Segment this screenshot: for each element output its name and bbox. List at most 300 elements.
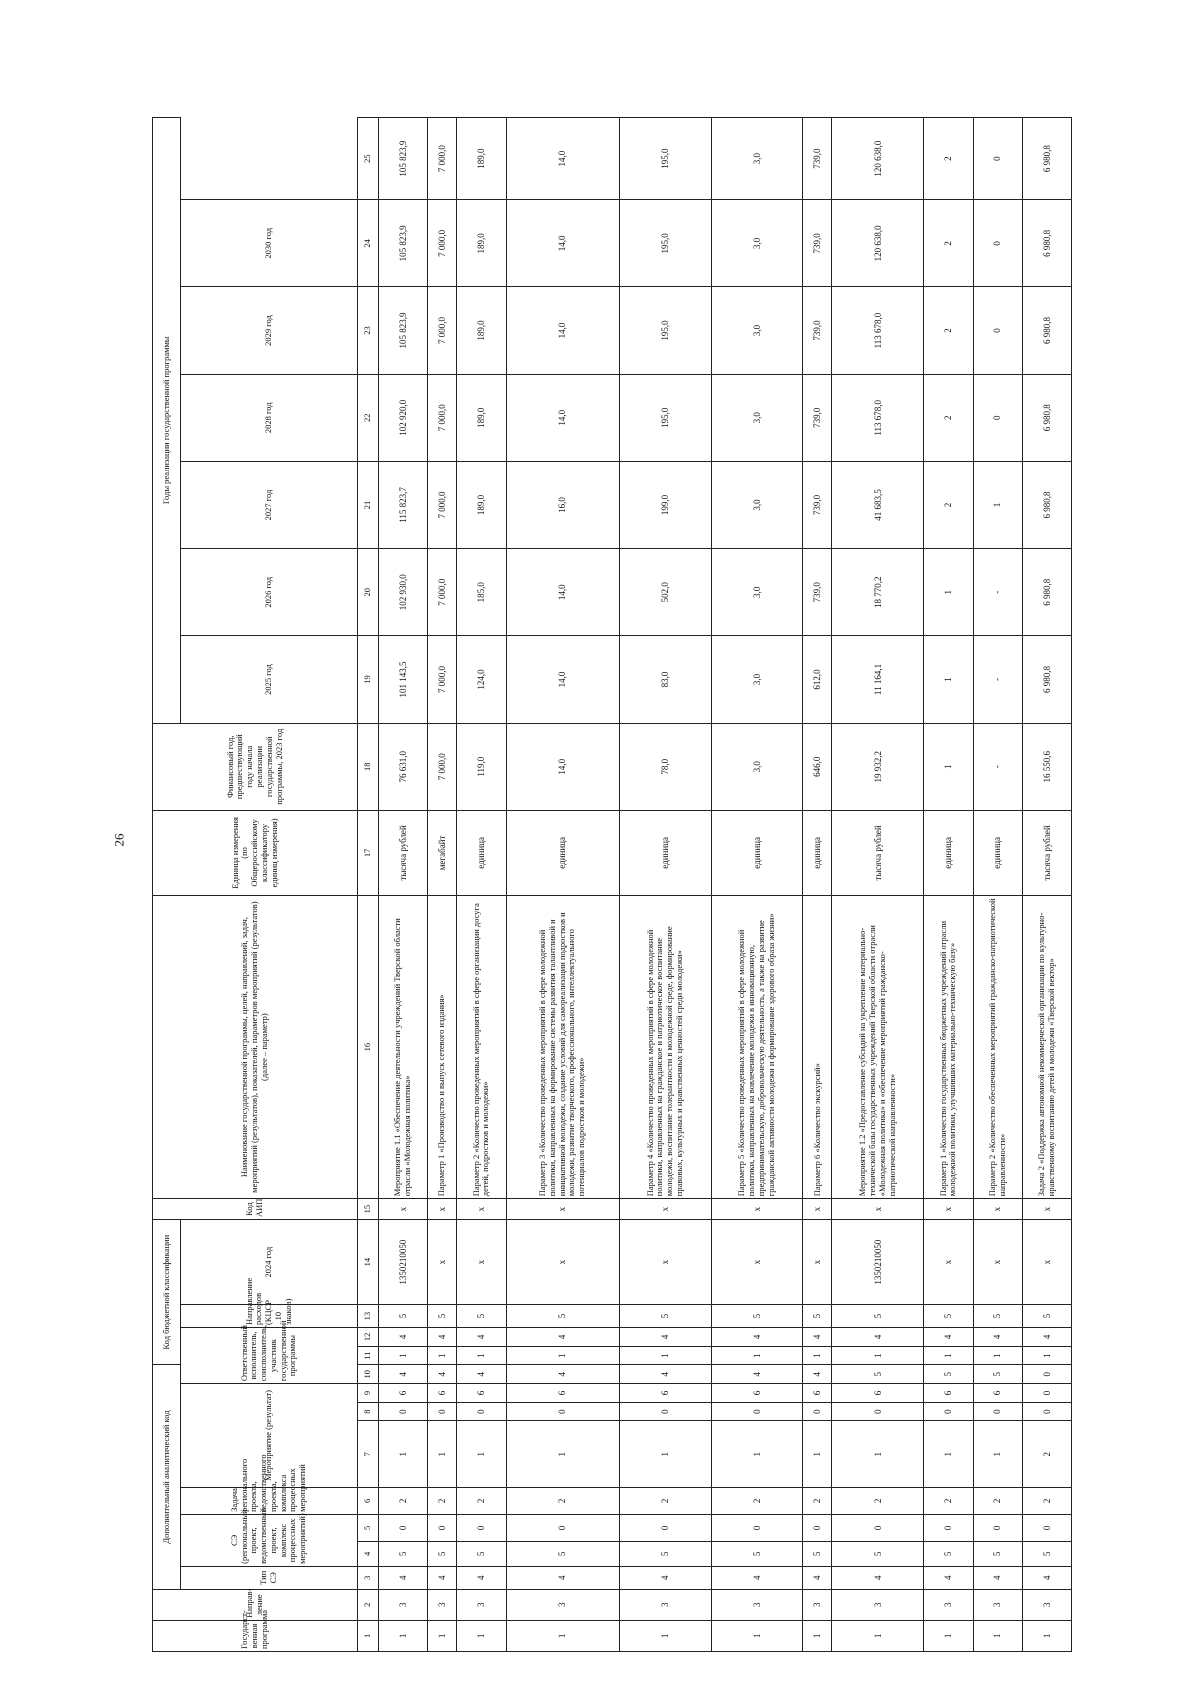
code-cell: 2 [428, 1487, 457, 1514]
code-cell: 3 [803, 1589, 832, 1620]
value-cell: 1 [924, 636, 973, 723]
code-cell: 4 [924, 1328, 973, 1347]
code-cell: 1 [803, 1620, 832, 1651]
code-cell: 5 [832, 1365, 924, 1384]
column-number-cell: 7 [358, 1421, 379, 1487]
value-cell: 6 980,8 [1022, 461, 1071, 548]
code-cell: 5 [1022, 1541, 1071, 1566]
code-cell: 2 [506, 1487, 619, 1514]
code-cell: 1 [1022, 1346, 1071, 1365]
header-year-2024: 2024 год [180, 1220, 357, 1305]
value-cell: - [973, 723, 1022, 810]
value-cell: 18 770,2 [832, 549, 924, 636]
header-unit: Единица измерения (по Общероссийскому классификатору единиц измерения) [153, 810, 358, 895]
header-year-2027: 2027 год [180, 461, 357, 548]
value-cell: 612,0 [803, 636, 832, 723]
kcsr-cell: х [973, 1220, 1022, 1305]
code-cell: 0 [1022, 1402, 1071, 1421]
column-number-cell: 23 [358, 287, 379, 374]
unit-cell: мегабайт [428, 810, 457, 895]
value-cell: 189,0 [457, 287, 506, 374]
code-cell: 6 [619, 1384, 711, 1403]
code-cell: 6 [428, 1384, 457, 1403]
column-number-cell: 6 [358, 1487, 379, 1514]
code-cell: 3 [973, 1589, 1022, 1620]
value-cell: 16 550,6 [1022, 723, 1071, 810]
column-number-cell: 4 [358, 1541, 379, 1566]
aip-cell: х [973, 1199, 1022, 1220]
code-cell: 0 [1022, 1365, 1071, 1384]
code-cell: 6 [924, 1384, 973, 1403]
aip-cell: х [1022, 1199, 1071, 1220]
code-cell: 5 [428, 1305, 457, 1328]
value-cell: 195,0 [619, 200, 711, 287]
name-cell: Параметр 6 «Количество экскурсий» [803, 895, 832, 1198]
value-cell: 101 143,5 [379, 636, 428, 723]
value-cell: 2 [924, 374, 973, 461]
code-cell: 0 [506, 1402, 619, 1421]
unit-cell: единица [619, 810, 711, 895]
header-expense-dir: Направление расходов (КЦСР 10 знаков) [180, 1305, 357, 1328]
value-cell: 7 000,0 [428, 118, 457, 200]
column-number-cell: 15 [358, 1199, 379, 1220]
unit-cell: единица [973, 810, 1022, 895]
header-responsible: Ответственный исполнитель, соисполнитель, участник государственной программы [180, 1328, 357, 1384]
value-cell: 7 000,0 [428, 636, 457, 723]
kcsr-cell: х [457, 1220, 506, 1305]
value-cell: 7 000,0 [428, 723, 457, 810]
code-cell: 5 [457, 1305, 506, 1328]
unit-cell: единица [506, 810, 619, 895]
table-row [457, 118, 506, 1652]
value-cell: 1 [973, 461, 1022, 548]
code-cell: 3 [619, 1589, 711, 1620]
code-cell: 4 [803, 1328, 832, 1347]
kcsr-cell: х [924, 1220, 973, 1305]
code-cell: 0 [457, 1402, 506, 1421]
column-number-cell: 8 [358, 1402, 379, 1421]
code-cell: 4 [506, 1328, 619, 1347]
code-cell: 0 [832, 1402, 924, 1421]
value-cell: 115 823,7 [379, 461, 428, 548]
value-cell: 199,0 [619, 461, 711, 548]
code-cell: 2 [803, 1487, 832, 1514]
code-cell: 5 [506, 1541, 619, 1566]
code-cell: 0 [379, 1514, 428, 1541]
value-cell: 3,0 [711, 636, 803, 723]
code-cell: 1 [832, 1620, 924, 1651]
aip-cell: х [506, 1199, 619, 1220]
value-cell: 41 683,5 [832, 461, 924, 548]
code-cell: 4 [973, 1566, 1022, 1589]
code-cell: 6 [973, 1384, 1022, 1403]
code-cell: 5 [711, 1305, 803, 1328]
value-cell: - [973, 636, 1022, 723]
value-cell: 1 [924, 723, 973, 810]
name-cell: Параметр 1 «Производство и выпуск сетевого издания» [428, 895, 457, 1198]
value-cell: 646,0 [803, 723, 832, 810]
aip-cell: х [379, 1199, 428, 1220]
code-cell: 2 [1022, 1421, 1071, 1487]
code-cell: 4 [619, 1328, 711, 1347]
value-cell: 3,0 [711, 723, 803, 810]
code-cell: 6 [457, 1384, 506, 1403]
header-type-se: Тип СЭ [180, 1566, 357, 1589]
header-direction: Направ-ление [153, 1589, 358, 1620]
header-aip: Код АИП [153, 1199, 358, 1220]
header-year-2025: 2025 год [180, 636, 357, 723]
value-cell: 189,0 [457, 461, 506, 548]
name-cell: Параметр 2 «Количество обеспеченных мероприятий гражданско-патриотической направленности» [973, 895, 1022, 1198]
code-cell: 4 [973, 1328, 1022, 1347]
code-cell: 3 [924, 1589, 973, 1620]
header-measure: Мероприятие (результат) [180, 1384, 357, 1488]
value-cell: 739,0 [803, 118, 832, 200]
code-cell: 3 [711, 1589, 803, 1620]
value-cell: 185,0 [457, 549, 506, 636]
column-number-cell: 16 [358, 895, 379, 1198]
value-cell: 14,0 [506, 118, 619, 200]
value-cell: 14,0 [506, 636, 619, 723]
column-number-cell: 3 [358, 1566, 379, 1589]
value-cell: 739,0 [803, 287, 832, 374]
code-cell: 1 [619, 1421, 711, 1487]
name-cell: Параметр 2 «Количество проведенных мероприятий в сфере организации досуга детей, подростков и молодежи» [457, 895, 506, 1198]
column-number-cell: 10 [358, 1365, 379, 1384]
code-cell: 4 [619, 1365, 711, 1384]
code-cell: 0 [428, 1402, 457, 1421]
column-number-cell: 13 [358, 1305, 379, 1328]
code-cell: 1 [973, 1346, 1022, 1365]
value-cell: 14,0 [506, 723, 619, 810]
value-cell: 3,0 [711, 287, 803, 374]
code-cell: 4 [506, 1566, 619, 1589]
unit-cell: тысяча рублей [1022, 810, 1071, 895]
value-cell: 120 638,0 [832, 118, 924, 200]
header-task: Задача регионального проекта, ведомственного проекта, комплекса процессных мероприятий [180, 1487, 357, 1514]
code-cell: 4 [379, 1328, 428, 1347]
column-number-cell: 19 [358, 636, 379, 723]
kcsr-cell: х [711, 1220, 803, 1305]
code-cell: 5 [803, 1305, 832, 1328]
value-cell: 76 631,0 [379, 723, 428, 810]
header-se: СЭ (региональный проект, ведомственный проект, комплекс процессных мероприятий) [180, 1514, 357, 1566]
aip-cell: х [924, 1199, 973, 1220]
code-cell: 0 [832, 1514, 924, 1541]
code-cell: 2 [711, 1487, 803, 1514]
code-cell: 0 [803, 1514, 832, 1541]
code-cell: 1 [803, 1346, 832, 1365]
value-cell: 102 930,0 [379, 549, 428, 636]
code-cell: 4 [506, 1365, 619, 1384]
value-cell: 0 [973, 200, 1022, 287]
code-cell: 1 [973, 1421, 1022, 1487]
value-cell: 105 823,9 [379, 200, 428, 287]
code-cell: 1 [711, 1421, 803, 1487]
value-cell: 0 [973, 118, 1022, 200]
code-cell: 5 [832, 1541, 924, 1566]
value-cell: 6 980,8 [1022, 287, 1071, 374]
code-cell: 2 [924, 1487, 973, 1514]
value-cell: 105 823,9 [379, 287, 428, 374]
code-cell: 4 [619, 1566, 711, 1589]
table-row [379, 118, 428, 1652]
aip-cell: х [428, 1199, 457, 1220]
code-cell: 4 [803, 1566, 832, 1589]
code-cell: 0 [711, 1402, 803, 1421]
value-cell: 2 [924, 287, 973, 374]
column-number-cell: 5 [358, 1514, 379, 1541]
code-cell: 5 [428, 1541, 457, 1566]
column-number-cell: 14 [358, 1220, 379, 1305]
code-cell: 4 [1022, 1328, 1071, 1347]
value-cell: 19 932,2 [832, 723, 924, 810]
header-fin-year: Финансовый год, предшествующий году начала реализации государственной программы, 2023 год [153, 723, 358, 810]
value-cell: 119,0 [457, 723, 506, 810]
code-cell: 5 [973, 1541, 1022, 1566]
code-cell: 1 [711, 1346, 803, 1365]
value-cell: 195,0 [619, 118, 711, 200]
code-cell: 5 [973, 1305, 1022, 1328]
value-cell: 739,0 [803, 374, 832, 461]
value-cell: 14,0 [506, 374, 619, 461]
code-cell: 1 [619, 1620, 711, 1651]
kcsr-cell: х [506, 1220, 619, 1305]
unit-cell: единица [803, 810, 832, 895]
name-cell: Параметр 5 «Количество проведенных мероприятий в сфере молодежной политики, направленных на вовлечение молодежи в инновационную, предпринимательскую, добровольческую деятельность, а также на развитие гражданской активности молодежи и формирование здорового образа жизни» [711, 895, 803, 1198]
value-cell: 3,0 [711, 374, 803, 461]
value-cell: 3,0 [711, 118, 803, 200]
page-number: 26 [111, 833, 127, 847]
column-number-cell: 18 [358, 723, 379, 810]
code-cell: 2 [832, 1487, 924, 1514]
code-cell: 1 [619, 1346, 711, 1365]
code-cell: 5 [973, 1365, 1022, 1384]
value-cell: 7 000,0 [428, 287, 457, 374]
code-cell: 5 [506, 1305, 619, 1328]
aip-cell: х [457, 1199, 506, 1220]
value-cell: 105 823,9 [379, 118, 428, 200]
value-cell: 3,0 [711, 200, 803, 287]
table-row [711, 118, 803, 1652]
value-cell: 0 [973, 374, 1022, 461]
code-cell: 4 [711, 1328, 803, 1347]
code-cell: 3 [832, 1589, 924, 1620]
header-years-title: Годы реализации государственной программы [153, 118, 181, 724]
value-cell: 83,0 [619, 636, 711, 723]
code-cell: 6 [832, 1384, 924, 1403]
code-cell: 5 [711, 1541, 803, 1566]
code-cell: 3 [506, 1589, 619, 1620]
value-cell: 739,0 [803, 549, 832, 636]
code-cell: 0 [457, 1514, 506, 1541]
header-row-1 [153, 118, 181, 1652]
code-cell: 2 [457, 1487, 506, 1514]
code-cell: 0 [924, 1402, 973, 1421]
code-cell: 5 [379, 1305, 428, 1328]
value-cell: 502,0 [619, 549, 711, 636]
header-budget-code: Код бюджетной классификации [153, 1220, 181, 1365]
code-cell: 0 [506, 1514, 619, 1541]
column-number-row [358, 118, 379, 1652]
code-cell: 0 [711, 1514, 803, 1541]
value-cell: 0 [973, 287, 1022, 374]
code-cell: 1 [457, 1620, 506, 1651]
name-cell: Мероприятие 1.1 «Обеспечение деятельности учреждений Тверской области отрасли «Молодежная политика» [379, 895, 428, 1198]
code-cell: 0 [428, 1514, 457, 1541]
value-cell: 7 000,0 [428, 549, 457, 636]
code-cell: 4 [428, 1328, 457, 1347]
code-cell: 0 [973, 1514, 1022, 1541]
code-cell: 1 [506, 1421, 619, 1487]
value-cell: 6 980,8 [1022, 549, 1071, 636]
value-cell: 3,0 [711, 461, 803, 548]
code-cell: 2 [1022, 1487, 1071, 1514]
code-cell: 5 [803, 1541, 832, 1566]
code-cell: 4 [379, 1566, 428, 1589]
value-cell: - [973, 549, 1022, 636]
table-body [153, 118, 1072, 1652]
code-cell: 1 [428, 1346, 457, 1365]
column-number-cell: 21 [358, 461, 379, 548]
value-cell: 6 980,8 [1022, 118, 1071, 200]
aip-cell: х [832, 1199, 924, 1220]
header-name: Наименование государственной программы, целей, направлений, задач, мероприятий (результатов), показателей, параметров мероприятий (результатов) (далее – параметр) [153, 895, 358, 1198]
code-cell: 1 [973, 1620, 1022, 1651]
aip-cell: х [619, 1199, 711, 1220]
code-cell: 1 [803, 1421, 832, 1487]
code-cell: 1 [924, 1620, 973, 1651]
name-cell: Мероприятие 1.2 «Предоставление субсидий на укрепление материально-технической базы государственных учреждений Тверской области отрасли «Молодежная политика» и «обеспечение мероприятий гражданско-патриотической направленности» [832, 895, 924, 1198]
table-row [1022, 118, 1071, 1652]
code-cell: 0 [619, 1514, 711, 1541]
unit-cell: единица [924, 810, 973, 895]
unit-cell: единица [457, 810, 506, 895]
kcsr-cell: 1350210050 [379, 1220, 428, 1305]
value-cell: 1 [924, 549, 973, 636]
value-cell: 78,0 [619, 723, 711, 810]
code-cell: 3 [457, 1589, 506, 1620]
code-cell: 4 [832, 1566, 924, 1589]
code-cell: 1 [1022, 1620, 1071, 1651]
table-row [832, 118, 924, 1652]
table-row [619, 118, 711, 1652]
code-cell: 5 [924, 1305, 973, 1328]
column-number-cell: 20 [358, 549, 379, 636]
code-cell: 1 [428, 1620, 457, 1651]
rotated-table-container [152, 117, 1072, 1652]
value-cell: 7 000,0 [428, 374, 457, 461]
value-cell: 113 678,0 [832, 374, 924, 461]
code-cell: 5 [619, 1541, 711, 1566]
code-cell: 1 [428, 1421, 457, 1487]
code-cell: 5 [379, 1541, 428, 1566]
value-cell: 14,0 [506, 549, 619, 636]
program-table [152, 117, 1072, 1652]
table-row [973, 118, 1022, 1652]
table-row [506, 118, 619, 1652]
code-cell: 0 [803, 1402, 832, 1421]
code-cell: 4 [428, 1365, 457, 1384]
code-cell: 1 [457, 1421, 506, 1487]
value-cell: 6 980,8 [1022, 636, 1071, 723]
code-cell: 3 [1022, 1589, 1071, 1620]
aip-cell: х [711, 1199, 803, 1220]
value-cell: 2 [924, 118, 973, 200]
code-cell: 0 [619, 1402, 711, 1421]
value-cell: 120 638,0 [832, 200, 924, 287]
value-cell: 6 980,8 [1022, 374, 1071, 461]
value-cell: 6 980,8 [1022, 200, 1071, 287]
code-cell: 4 [832, 1328, 924, 1347]
code-cell: 6 [379, 1384, 428, 1403]
code-cell: 3 [428, 1589, 457, 1620]
code-cell: 0 [1022, 1384, 1071, 1403]
aip-cell: х [803, 1199, 832, 1220]
code-cell: 4 [803, 1365, 832, 1384]
value-cell: 7 000,0 [428, 461, 457, 548]
kcsr-cell: х [619, 1220, 711, 1305]
value-cell: 739,0 [803, 461, 832, 548]
header-year-2028: 2028 год [180, 374, 357, 461]
header-dop-code: Дополнительный аналитический код [153, 1365, 181, 1589]
header-gp: Государст-венная программа [153, 1620, 358, 1651]
name-cell: Параметр 3 «Количество проведенных мероприятий в сфере молодежной политики, направленных на формирование системы развития талантливой и инициативной молодежи, создание условий для самореализации подростков и молодежи, развитие творческого, профессионального, интеллектуального потенциалов подростков и молодежи» [506, 895, 619, 1198]
kcsr-cell: х [1022, 1220, 1071, 1305]
kcsr-cell: х [803, 1220, 832, 1305]
code-cell: 5 [1022, 1305, 1071, 1328]
code-cell: 1 [711, 1620, 803, 1651]
code-cell: 1 [832, 1346, 924, 1365]
code-cell: 5 [924, 1541, 973, 1566]
value-cell: 102 920,0 [379, 374, 428, 461]
value-cell: 189,0 [457, 374, 506, 461]
value-cell: 14,0 [506, 200, 619, 287]
code-cell: 2 [973, 1487, 1022, 1514]
code-cell: 4 [428, 1566, 457, 1589]
value-cell: 7 000,0 [428, 200, 457, 287]
code-cell: 5 [619, 1305, 711, 1328]
code-cell: 4 [711, 1365, 803, 1384]
code-cell: 4 [457, 1566, 506, 1589]
code-cell: 5 [832, 1305, 924, 1328]
column-number-cell: 2 [358, 1589, 379, 1620]
value-cell: 11 164,1 [832, 636, 924, 723]
code-cell: 6 [803, 1384, 832, 1403]
value-cell: 189,0 [457, 200, 506, 287]
value-cell: 124,0 [457, 636, 506, 723]
value-cell: 739,0 [803, 200, 832, 287]
code-cell: 0 [973, 1402, 1022, 1421]
column-number-cell: 11 [358, 1346, 379, 1365]
code-cell: 1 [506, 1346, 619, 1365]
name-cell: Задача 2 «Поддержка автономной некоммерческой организации по культурно-нравственному воспитанию детей и молодежи «Тверской вектор» [1022, 895, 1071, 1198]
value-cell: 3,0 [711, 549, 803, 636]
value-cell: 189,0 [457, 118, 506, 200]
code-cell: 4 [457, 1328, 506, 1347]
header-year-2030: 2030 год [180, 200, 357, 287]
value-cell: 113 678,0 [832, 287, 924, 374]
name-cell: Параметр 1 «Количество государственных бюджетных учреждений отрасли молодежной политики, улучшивших материально-техническую базу» [924, 895, 973, 1198]
code-cell: 0 [379, 1402, 428, 1421]
code-cell: 2 [619, 1487, 711, 1514]
unit-cell: тысяча рублей [832, 810, 924, 895]
code-cell: 5 [924, 1365, 973, 1384]
code-cell: 1 [457, 1346, 506, 1365]
code-cell: 1 [924, 1346, 973, 1365]
table-row [924, 118, 973, 1652]
code-cell: 1 [379, 1421, 428, 1487]
